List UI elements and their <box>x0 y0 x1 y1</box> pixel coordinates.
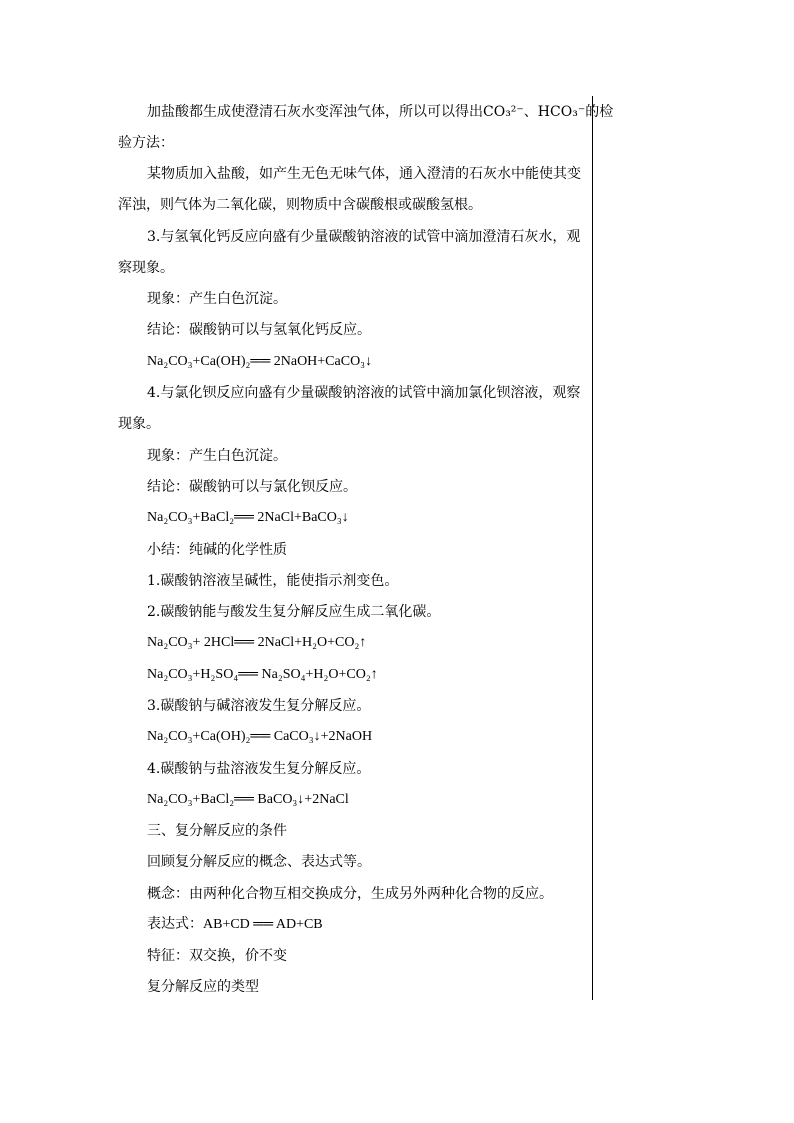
text-line: 回顾复分解反应的概念、表达式等。 <box>147 854 371 870</box>
text-line: 2.碳酸钠能与酸发生复分解反应生成二氧化碳。 <box>147 604 441 620</box>
text-line: 特征：双交换，价不变 <box>147 948 287 964</box>
text-line: 1.碳酸钠溶液呈碱性，能使指示剂变色。 <box>147 573 399 589</box>
equation: 表达式：AB+CD ══ AD+CB <box>147 917 323 932</box>
text-line: 现象。 <box>118 416 160 432</box>
text-line: 小结：纯碱的化学性质 <box>147 542 287 558</box>
section-heading: 三、复分解反应的条件 <box>147 823 287 839</box>
equation: Na₂CO₃+Ca(OH)₂══ 2NaOH+CaCO₃↓ <box>147 354 373 369</box>
text-line: 某物质加入盐酸，如产生无色无味气体，通入澄清的石灰水中能使其变 <box>147 166 581 182</box>
text-line: 结论：碳酸钠可以与氢氧化钙反应。 <box>147 322 371 338</box>
text-line: 概念：由两种化合物互相交换成分，生成另外两种化合物的反应。 <box>147 886 553 902</box>
equation: Na₂CO₃+H₂SO₄══ Na₂SO₄+H₂O+CO₂↑ <box>147 667 378 682</box>
text-line: 察现象。 <box>118 260 174 276</box>
text-line: 4.碳酸钠与盐溶液发生复分解反应。 <box>147 761 371 777</box>
text-line: 现象：产生白色沉淀。 <box>147 448 287 464</box>
text-line: 3.碳酸钠与碱溶液发生复分解反应。 <box>147 698 371 714</box>
equation: Na₂CO₃+BaCl₂══ BaCO₃↓+2NaCl <box>147 792 349 807</box>
text-line: 加盐酸都生成使澄清石灰水变浑浊气体，所以可以得出CO₃²⁻、HCO₃⁻的检 <box>147 104 614 120</box>
text-line: 复分解反应的类型 <box>147 979 259 995</box>
text-line: 验方法： <box>118 135 174 151</box>
table-right-border <box>592 96 593 1000</box>
equation: Na₂CO₃+BaCl₂══ 2NaCl+BaCO₃↓ <box>147 510 349 525</box>
text-line: 浑浊，则气体为二氧化碳，则物质中含碳酸根或碳酸氢根。 <box>118 197 482 213</box>
text-line: 4.与氯化钡反应向盛有少量碳酸钠溶液的试管中滴加氯化钡溶液，观察 <box>147 385 581 401</box>
text-line: 3.与氢氧化钙反应向盛有少量碳酸钠溶液的试管中滴加澄清石灰水，观 <box>147 229 581 245</box>
equation: Na₂CO₃+Ca(OH)₂══ CaCO₃↓+2NaOH <box>147 729 373 744</box>
text-line: 结论：碳酸钠可以与氯化钡反应。 <box>147 479 357 495</box>
text-line: 现象：产生白色沉淀。 <box>147 291 287 307</box>
equation: Na₂CO₃+ 2HCl══ 2NaCl+H₂O+CO₂↑ <box>147 635 367 650</box>
